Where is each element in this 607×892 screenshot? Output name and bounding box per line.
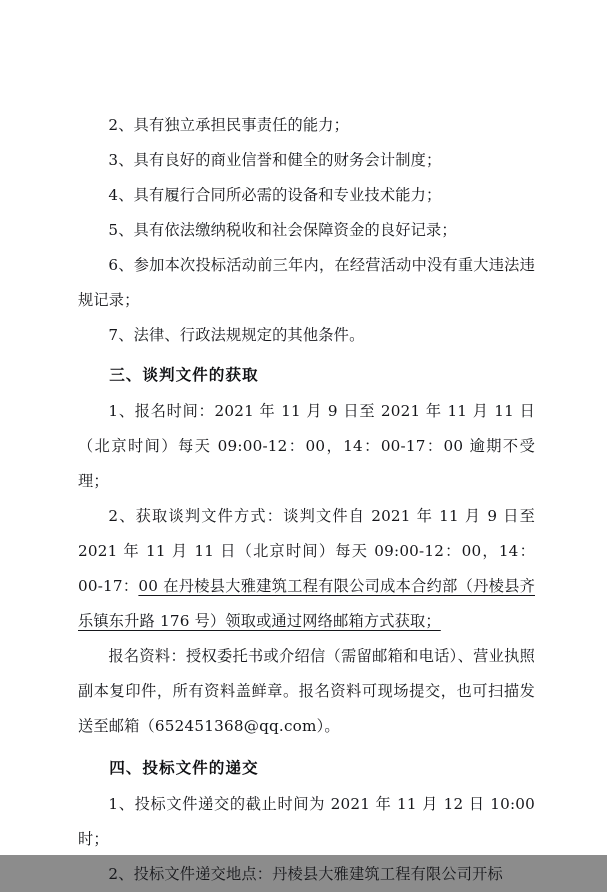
list-item-7: 7、法律、行政法规规定的其他条件。: [108, 326, 365, 344]
list-item-6: 6、参加本次投标活动前三年内，在经营活动中没有重大违法违规记录；: [78, 256, 535, 309]
section-three-item-1: 1、报名时间：2021 年 11 月 9 日至 2021 年 11 月 11 日（北京时间）每天 09:00-12：00，14：00-17：00 逾期不受理；: [78, 402, 535, 490]
section-four-item-1: 1、投标文件递交的截止时间为 2021 年 11 月 12 日 10:00 时；: [78, 795, 535, 848]
section-three-item-2-plain: 2、获取谈判文件方式：谈判文件自 2021 年 11 月 9 日至 2021 年 11 月 11 日（北京时间）每天 09:00-12：00，14：00-17：: [78, 507, 535, 595]
list-item-2: 2、具有独立承担民事责任的能力；: [108, 116, 350, 134]
section-three-item-2: [78, 499, 535, 639]
list-item-5: 5、具有依法缴纳税收和社会保障资金的良好记录；: [108, 221, 457, 239]
section-three-item-2-underlined: 00 在丹棱县大雅建筑工程有限公司成本合约部（丹棱县齐乐镇东升路 176 号）领取或通过网络邮箱方式获取；: [78, 577, 535, 630]
section-heading-three: 三、谈判文件的获取: [109, 365, 259, 384]
list-item-3: 3、具有良好的商业信誉和健全的财务会计制度；: [108, 151, 442, 169]
section-heading-four: 四、投标文件的递交: [109, 758, 259, 777]
section-three-item-3: 报名资料：授权委托书或介绍信（需留邮箱和电话）、营业执照副本复印件，所有资料盖鲜章。报名资料可现场提交，也可扫描发送至邮箱（652451368@qq.com）。: [78, 647, 535, 735]
list-item-4: 4、具有履行合同所必需的设备和专业技术能力；: [108, 186, 442, 204]
section-four-item-2: 2、投标文件递交地点：丹棱县大雅建筑工程有限公司开标: [108, 865, 503, 883]
